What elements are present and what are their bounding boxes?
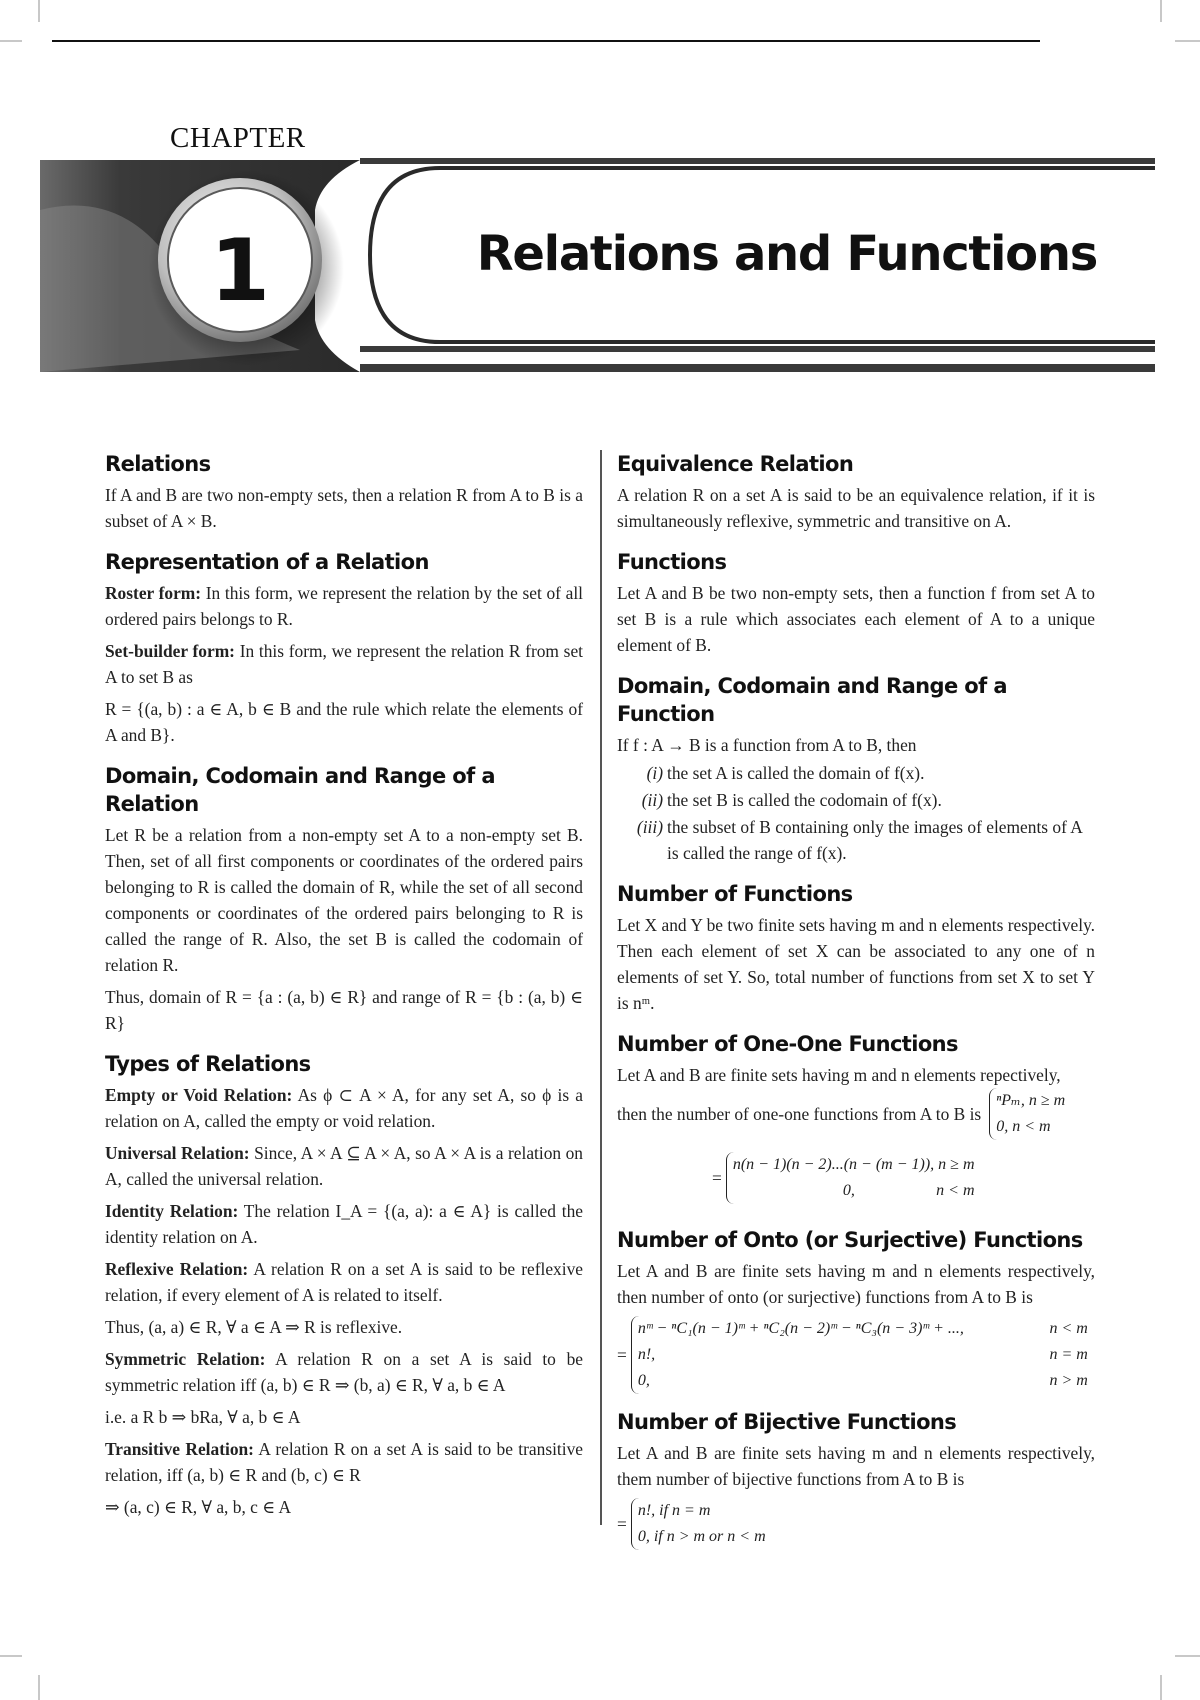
universal-text: Since, A × A ⊆ A × A, so A × A is a relation on A, called the universal relation. — [105, 1143, 583, 1189]
one-one-alt-cases — [726, 1152, 975, 1204]
case-row — [638, 1524, 766, 1550]
case-row — [638, 1316, 1088, 1342]
left-column — [105, 450, 583, 1534]
identity-label: Identity Relation: — [105, 1201, 239, 1221]
heading-domain-function: Domain, Codomain and Range of a Function — [617, 674, 1007, 726]
section-number-functions — [617, 880, 1095, 1016]
one-one-formula — [617, 1088, 1095, 1140]
equivalence-text: A relation R on a set A is said to be an equivalence relation, if it is simultaneously reflexive, symmetric and transitive on A. — [617, 485, 1095, 531]
list-item — [617, 787, 1095, 813]
empty-label: Empty or Void Relation: — [105, 1085, 293, 1105]
case-row — [638, 1342, 1088, 1368]
case-value: nᵐ − ⁿC₁(n − 1)ᵐ + ⁿC₂(n − 2)ᵐ − ⁿC₃(n − 3)ᵐ + ..., — [637, 1320, 964, 1337]
domain-function-list — [617, 760, 1095, 866]
case-row — [638, 1498, 766, 1524]
heading-one-one: Number of One-One Functions — [617, 1032, 958, 1056]
section-relations — [105, 450, 583, 534]
heading-onto: Number of Onto (or Surjective) Functions — [617, 1228, 1083, 1252]
header-rule — [52, 40, 1040, 42]
case-row — [638, 1368, 1088, 1394]
roster-form — [105, 580, 583, 632]
section-domain-function — [617, 672, 1095, 866]
case-condition: n > m — [1049, 1372, 1088, 1389]
crop-mark — [1175, 1655, 1200, 1657]
heading-functions: Functions — [617, 550, 727, 574]
crop-mark — [38, 1675, 40, 1700]
crop-mark — [0, 40, 22, 42]
case-row — [996, 1088, 1065, 1114]
roster-label: Roster form: — [105, 583, 202, 603]
empty-text: As ϕ ⊂ A × A, for any set A, so ϕ is a relation on A, called the empty or void relation. — [105, 1085, 583, 1131]
list-item — [617, 814, 1095, 866]
heading-number-functions: Number of Functions — [617, 882, 853, 906]
case-value: 0, — [637, 1372, 650, 1389]
crop-mark — [1175, 40, 1200, 42]
functions-text: Let A and B be two non-empty sets, then a function f from set A to set B is a rule which associates each element of A to a unique element of B. — [617, 583, 1095, 655]
setbuilder-formula: R = {(a, b) : a ∈ A, b ∈ B and the rule which relate the elements of A and B}. — [105, 699, 583, 745]
symmetric-text: A relation R on a set A is said to be symmetric relation iff (a, b) ∈ R ⇒ (b, a) ∈ R, ∀ a, b ∈ A — [105, 1349, 583, 1395]
section-onto — [617, 1226, 1095, 1394]
right-column — [617, 450, 1095, 1564]
heading-bijective: Number of Bijective Functions — [617, 1410, 957, 1434]
transitive-implies: ⇒ (a, c) ∈ R, ∀ a, b, c ∈ A — [105, 1497, 292, 1517]
equals-sign: = — [617, 1514, 627, 1534]
reflexive-label: Reflexive Relation: — [105, 1259, 249, 1279]
one-one-alt-formula — [712, 1152, 1095, 1204]
domain-function-intro: If f : A → B is a function from A to B, then — [617, 735, 917, 755]
case-condition: n = m — [1049, 1346, 1088, 1363]
case-row — [996, 1114, 1065, 1140]
list-item-text: the set B is called the codomain of f(x). — [667, 790, 942, 810]
identity-relation — [105, 1198, 583, 1250]
crop-mark — [0, 1655, 22, 1657]
case-row — [733, 1152, 975, 1178]
list-item-number: (iii) — [636, 817, 663, 837]
universal-label: Universal Relation: — [105, 1143, 250, 1163]
section-domain-relation — [105, 762, 583, 1036]
section-one-one — [617, 1030, 1095, 1204]
onto-text: Let A and B are finite sets having m and n elements respectively, then number of onto (or surjective) functions from A to B is — [617, 1261, 1095, 1307]
transitive-text: A relation R on a set A is said to be transitive relation, iff (a, b) ∈ R and (b, c) ∈ R — [105, 1439, 584, 1485]
case-condition: n < m — [1049, 1320, 1088, 1337]
column-divider — [600, 450, 602, 1525]
section-types — [105, 1050, 583, 1520]
case-value: n!, — [637, 1346, 656, 1363]
heading-domain-relation: Domain, Codomain and Range of a Relation — [105, 764, 495, 816]
transitive-relation — [105, 1436, 583, 1488]
case-value: 0, — [842, 1182, 855, 1199]
transitive-label: Transitive Relation: — [105, 1439, 254, 1459]
heading-representation: Representation of a Relation — [105, 550, 429, 574]
case-row — [733, 1178, 975, 1204]
symmetric-ie: i.e. a R b ⇒ bRa, ∀ a, b ∈ A — [105, 1407, 301, 1427]
chapter-title: Relations and Functions — [476, 226, 1097, 282]
symmetric-relation — [105, 1346, 583, 1398]
section-functions — [617, 548, 1095, 658]
onto-formula — [617, 1316, 1095, 1394]
chapter-label: CHAPTER — [170, 122, 306, 154]
equals-sign: = — [617, 1345, 627, 1365]
case-value: n(n − 1)(n − 2)...(n − (m − 1)), n ≥ m — [732, 1156, 975, 1173]
equals-sign: = — [712, 1168, 722, 1188]
one-one-cases — [989, 1088, 1065, 1140]
number-functions-text: Let X and Y be two finite sets having m and n elements respectively. Then each element of set X can be associated to any one of n elements of set Y. So, total number of functions from set X to set Y is nᵐ. — [617, 915, 1095, 1013]
list-item-text: the set A is called the domain of f(x). — [667, 763, 925, 783]
chapter-number: 1 — [210, 221, 270, 321]
roster-text: In this form, we represent the relation by the set of all ordered pairs belongs to R. — [105, 583, 583, 629]
setbuilder-form — [105, 638, 583, 690]
symmetric-label: Symmetric Relation: — [105, 1349, 266, 1369]
reflexive-thus: Thus, (a, a) ∈ R, ∀ a ∈ A ⇒ R is reflexive. — [105, 1317, 403, 1337]
crop-mark — [1160, 1675, 1162, 1700]
list-item-number: (i) — [646, 763, 663, 783]
list-item — [617, 760, 1095, 786]
crop-mark — [1160, 0, 1162, 22]
domain-relation-thus: Thus, domain of R = {a : (a, b) ∈ R} and range of R = {b : (a, b) ∈ R} — [105, 987, 583, 1033]
universal-relation — [105, 1140, 583, 1192]
heading-relations: Relations — [105, 452, 211, 476]
bijective-formula — [617, 1498, 1095, 1550]
case-value: 0, if n > m or n < m — [637, 1528, 766, 1545]
domain-relation-text: Let R be a relation from a non-empty set A to a non-empty set B. Then, set of all first components or coordinates of the ordered pairs belonging to R is called the domain of R, while the set of all second components or coordinates of the ordered pairs belonging to R is called the range of R. Also, the set B is called the codomain of relation R. — [105, 825, 583, 975]
onto-cases — [631, 1316, 1088, 1394]
case-condition: n < m — [936, 1182, 975, 1199]
heading-equivalence: Equivalence Relation — [617, 452, 854, 476]
section-bijective — [617, 1408, 1095, 1550]
reflexive-text: A relation R on a set A is said to be reflexive relation, if every element of A is related to itself. — [105, 1259, 583, 1305]
section-equivalence — [617, 450, 1095, 534]
crop-mark — [38, 0, 40, 22]
heading-types: Types of Relations — [105, 1052, 311, 1076]
case-value: n!, if n = m — [637, 1502, 711, 1519]
relations-text: If A and B are two non-empty sets, then a relation R from A to B is a subset of A × B. — [105, 485, 583, 531]
reflexive-relation — [105, 1256, 583, 1308]
setbuilder-text: In this form, we represent the relation R from set A to set B as — [105, 641, 583, 687]
list-item-number: (ii) — [641, 790, 663, 810]
one-one-lead: then the number of one-one functions from A to B is — [617, 1104, 982, 1124]
case-value: ⁿPₘ, n ≥ m — [996, 1092, 1066, 1109]
one-one-text: Let A and B are finite sets having m and n elements repectively, — [617, 1065, 1061, 1085]
bijective-cases — [631, 1498, 766, 1550]
list-item-text: the subset of B containing only the images of elements of A is called the range of f(x). — [667, 817, 1082, 863]
bijective-text: Let A and B are finite sets having m and n elements respectively, them number of bijective functions from A to B is — [617, 1443, 1095, 1489]
case-value: 0, n < m — [996, 1118, 1051, 1135]
setbuilder-label: Set-builder form: — [105, 641, 235, 661]
empty-relation — [105, 1082, 583, 1134]
section-representation — [105, 548, 583, 748]
identity-text: The relation I_A = {(a, a): a ∈ A} is called the identity relation on A. — [105, 1201, 583, 1247]
